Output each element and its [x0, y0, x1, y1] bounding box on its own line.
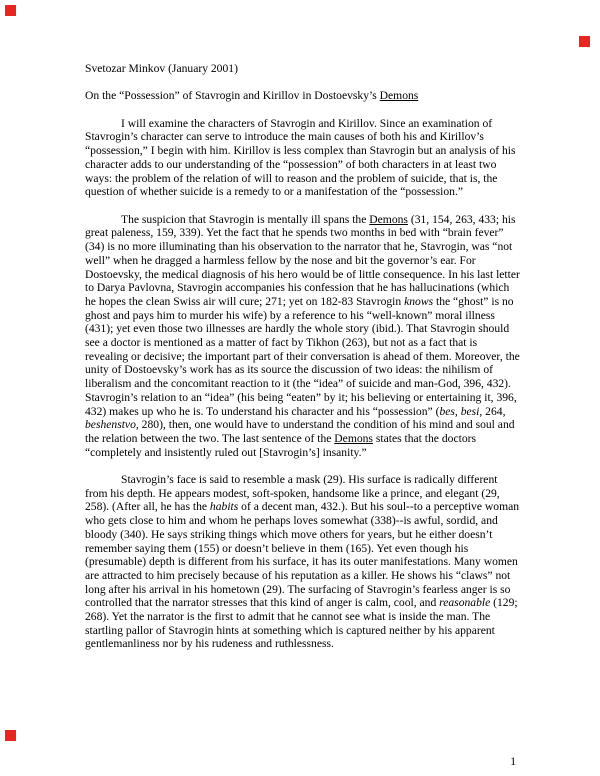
author-line: Svetozar Minkov (January 2001): [85, 62, 238, 75]
text-run: states that the doctors “completely and insistently ruled out [Stavrogin’s] insanity.”: [85, 431, 476, 459]
red-marker: [5, 5, 16, 16]
essay-title: [85, 89, 520, 103]
text-run: The suspicion that Stavrogin is mentally ill spans the: [121, 212, 370, 226]
text-run: (129; 268). Yet the narrator is the first to admit that he cannot see what is inside the man. The startling pallor of Stavrogin hints at something which is captured neither by his apparent gentlemanliness nor by his rudeness and ruthlessness.: [85, 596, 518, 651]
text-run: (31, 154, 263, 433; his great paleness, 159, 339). Yet the fact that he spends two months in bed with “brain fever” (34) is no more illuminating than his observation to the narrator that he, Stavrogin, was “not well” when he dragged a harmless fellow by the nose and bit the governor’s ear. For Dostoevsky, the medical diagnosis of his hero would be of little consequence. In his last letter to Darya Pavlovna, Stavrogin accompanies his confession that he has hallucinations (which he hopes the clean Swiss air will cure; 271; yet on 182-83 Stavrogin: [85, 212, 520, 308]
text-run: , 264,: [479, 404, 506, 418]
text-run: Demons: [379, 89, 419, 103]
text-run: of a decent man, 432.). But his soul--to a perceptive woman who gets close to him and whom he perhaps loves somewhat (338)--is awful, sordid, and bloody (340). He says striking things which move others for years, but he either doesn’t remember saying them (155) or doesn’t believe in them (165). Yet even though his (presumable) depth is different from his surface, it has its outer manifestations. Many women are attracted to him precisely because of his reputation as a killer. He shows his “claws” not long after his arrival in his hometown (29). The surfacing of Stavrogin’s fearless anger is so controlled that the narrator stresses that this kind of anger is calm, cool, and: [85, 500, 520, 610]
paragraph-mental-illness: [85, 213, 520, 460]
text-run: On the “Possession” of Stavrogin and Kirillov in Dostoevsky’s: [85, 89, 380, 103]
red-marker: [5, 730, 16, 741]
red-marker: [579, 36, 590, 47]
text-run: knows: [404, 294, 434, 308]
text-run: Stavrogin’s face is said to resemble a mask (29). His surface is radically different from his depth. He appears modest, soft-spoken, handsome like a prince, and elegant (29, 258). (After all, he has the: [85, 473, 500, 514]
text-run: reasonable: [439, 596, 491, 610]
document-content: [85, 62, 520, 665]
text-run: I will examine the characters of Stavrogin and Kirillov. Since an examination of Stavrogin’s character can serve to introduce the main causes of both his and Kirillov’s “possession,” I begin with him. Kirillov is less complex than Stavrogin but an analysis of his character adds to our understanding of the “possession” of both characters in at least two ways: the problem of the relation of will to reason and the problem of suicide, that is, the question of whether suicide is a remedy to or a manifestation of the “possession.”: [85, 116, 516, 199]
paragraph-mask: [85, 473, 520, 651]
text-run: bes, besi: [439, 404, 480, 418]
text-run: Demons: [369, 212, 408, 226]
page-number: 1: [510, 755, 516, 768]
paragraph-introduction: [85, 117, 520, 199]
text-run: the “ghost” is no ghost and pays him to murder his wife) by a reference to his “well-known” moral illness (431); yet even those two illnesses are hardly the whole story (ibid.). That Stavrogin should see a doctor is mentioned as a matter of fact by Tikhon (263), but not as a fact that is revealing or decisive; the important part of their conversation is ahead of them. Moreover, the unity of Dostoevsky’s work has as its source the discussion of two ideas: the nihilism of liberalism and the concomitant reaction to it (the “idea” of suicide and man-God, 396, 432). Stavrogin’s relation to an “idea” (his being “eaten” by it; his believing or entertaining it, 396, 432) makes up who he is. To understand his character and his “possession” (: [85, 294, 520, 418]
text-run: , 280), then, one would have to understand the condition of his mind and soul and the relation between the two. The last sentence of the: [85, 418, 515, 445]
text-run: Demons: [334, 431, 373, 445]
text-run: habits: [209, 500, 239, 514]
text-run: beshenstvo: [85, 418, 136, 432]
